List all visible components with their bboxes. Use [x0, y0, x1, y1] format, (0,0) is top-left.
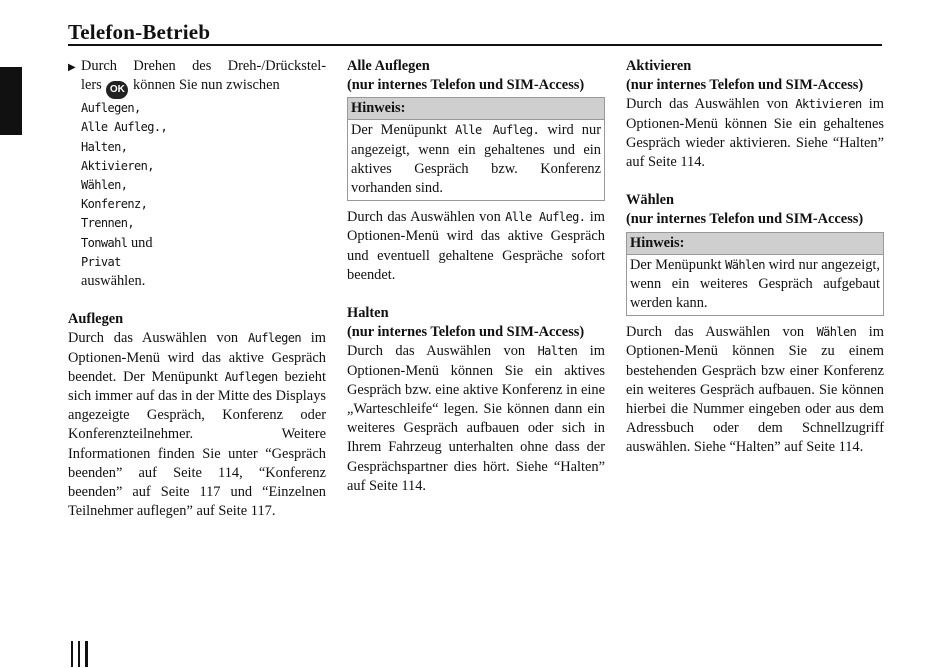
menu-item: Trennen,	[81, 216, 134, 231]
ui-term: Auflegen	[224, 369, 278, 384]
edge-mark	[78, 641, 80, 667]
conjunction-text: und	[130, 234, 153, 251]
body-text: im Optionen-Menü können Sie zu einem bestehenden Gespräch bzw einer Konferenz ein weiteres Gespräch aufbauen. Sie können hierbei die Nummer eingeben oder aus dem Adressbuch oder dem Schnellzugriff auswählen. Siehe “Halten” auf Seite 114.	[626, 324, 884, 456]
menu-item: Privat	[81, 254, 121, 269]
section-heading-waehlen: Wählen	[626, 192, 674, 209]
body-text: Durch das Auswählen von	[626, 324, 805, 341]
menu-item: Alle Aufleg.,	[81, 120, 168, 135]
note-text: Der Menüpunkt	[351, 122, 448, 139]
ok-button-icon: OK	[106, 81, 128, 99]
body-text: im Optionen-Menü können Sie ein gehaltenes Gespräch wieder aktivieren. Siehe “Halten” auf Seite 114.	[626, 96, 884, 171]
menu-item-tonwahl-row	[81, 234, 326, 253]
note-box	[626, 232, 884, 317]
instruction-line-2	[81, 76, 326, 99]
section-heading-alle-auflegen: Alle Auflegen	[347, 58, 430, 74]
ui-term: Aktivieren	[795, 97, 862, 112]
section-subheading: (nur internes Telefon und SIM-Access)	[626, 211, 864, 228]
note-body	[348, 120, 604, 200]
page-title: Telefon-Betrieb	[68, 20, 211, 44]
halten-paragraph	[347, 342, 605, 496]
body-text: im Optionen-Menü können Sie ein aktives Gespräch bzw. eine aktive Konferenz in eine „Warteschleife“ legen. Sie können dann ein weiteres Gespräch aufbauen oder sich in Ihrem Fahrzeug unterhalten ohne dass der Gesprächspartner dies hört. Siehe “Halten” auf Seite 114.	[347, 343, 605, 494]
aktivieren-paragraph	[626, 95, 884, 172]
body-text: im Optionen-Menü wird das aktive Gespräch beendet. Der Menüpunkt	[68, 330, 326, 385]
section-heading-aktivieren: Aktivieren	[626, 58, 692, 74]
instruction-text: lers	[81, 77, 102, 94]
menu-item: Wählen,	[81, 178, 128, 193]
instruction-text: können Sie nun zwischen	[133, 77, 280, 94]
instruction-line-1: Durch Drehen des Dreh-/Drückstel-	[81, 58, 326, 74]
edge-mark	[85, 641, 88, 667]
note-title: Hinweis:	[627, 233, 883, 255]
title-rule	[68, 44, 882, 46]
note-title: Hinweis:	[348, 98, 604, 120]
menu-item: Aktivieren,	[81, 158, 154, 173]
menu-item: Auflegen,	[81, 101, 141, 116]
section-subheading: (nur internes Telefon und SIM-Access)	[347, 324, 585, 341]
column-3	[626, 57, 884, 458]
ui-term: Auflegen	[247, 331, 301, 346]
body-text: Durch das Auswählen von	[626, 96, 789, 113]
note-box	[347, 97, 605, 201]
section-heading-halten: Halten	[347, 305, 389, 322]
note-body	[627, 255, 883, 316]
ui-term: Wählen	[725, 257, 765, 272]
menu-item-list	[68, 99, 326, 291]
ui-term: Halten	[537, 344, 578, 359]
section-subheading: (nur internes Telefon und SIM-Access)	[626, 77, 864, 94]
note-text: wird nur angezeigt, wenn ein weiteres Gespräch aufgebaut werden kann.	[630, 256, 880, 312]
alle-auflegen-paragraph	[347, 208, 605, 285]
column-1	[68, 57, 326, 521]
bullet-instruction	[68, 57, 326, 99]
body-text: bezieht sich immer auf das in der Mitte des Displays angezeigte Gespräch, Konferenz oder Konferenzteilnehmer. Weitere Informationen finden Sie unter “Gespräch beenden” auf Seite 114, “Konferenz beenden” auf Seite 117 und “Einzelnen Teilnehmer auflegen” auf Seite 117.	[68, 368, 326, 520]
ui-term: Wählen	[816, 325, 857, 340]
instruction-end: auswählen.	[81, 273, 146, 290]
body-text: im Optionen-Menü wird das aktive Gespräch und eventuell gehaltene Gespräche sofort beendet.	[347, 209, 605, 283]
chapter-tab-marker	[0, 67, 22, 135]
section-heading-auflegen: Auflegen	[68, 311, 124, 328]
note-text: wird nur angezeigt, wenn ein gehaltenes und ein aktives Gespräch bzw. Konferenz vorhanden sind.	[351, 122, 601, 197]
body-text: Durch das Auswählen von	[68, 330, 239, 347]
section-subheading: (nur internes Telefon und SIM-Access)	[347, 77, 585, 94]
auflegen-paragraph	[68, 329, 326, 521]
ui-term: Alle Aufleg.	[505, 210, 586, 225]
note-text: Der Menüpunkt	[630, 256, 722, 273]
body-text: Durch das Auswählen von	[347, 343, 526, 360]
body-text: Durch das Auswählen von	[347, 209, 501, 226]
bullet-triangle-icon: ▶	[68, 62, 76, 73]
menu-item: Konferenz,	[81, 197, 148, 212]
ui-term: Alle Aufleg.	[455, 123, 540, 138]
menu-item: Tonwahl	[81, 235, 128, 250]
column-2	[347, 57, 605, 496]
waehlen-paragraph	[626, 323, 884, 457]
edge-mark	[71, 641, 73, 667]
menu-item: Halten,	[81, 139, 128, 154]
